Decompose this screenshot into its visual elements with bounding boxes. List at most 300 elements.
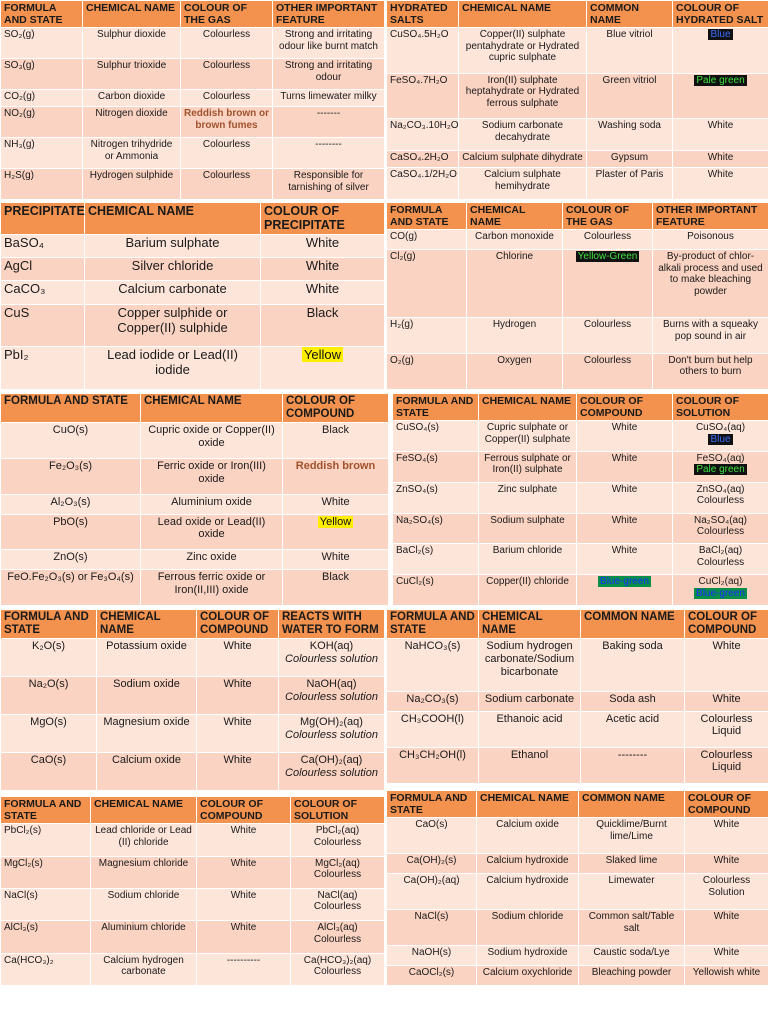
formula-cell: CO(g) [387, 230, 467, 250]
chemical-name-cell: Cupric oxide or Copper(II) oxide [141, 423, 283, 459]
solution-colour: Colourless [313, 933, 362, 945]
formula-cell: FeSO₄.7H₂O [387, 73, 459, 119]
blue-highlight-label: Blue [710, 29, 731, 41]
formula-cell: ZnSO₄(s) [393, 482, 479, 513]
chemical-name-cell: Zinc oxide [141, 550, 283, 570]
formula-cell: Fe₂O₃(s) [1, 459, 141, 495]
chemical-name-cell: Ferrous ferric oxide or Iron(II,III) oxide [141, 570, 283, 606]
solution-cell [291, 888, 385, 920]
common-name-cell: Baking soda [581, 639, 685, 691]
common-names-table-2 [386, 790, 768, 986]
colour-cell: White [685, 910, 768, 946]
colour-cell [181, 107, 273, 138]
solution-cell [291, 953, 385, 985]
col-header: CHEMICAL NAME [459, 1, 587, 28]
table-row [1, 459, 389, 495]
table-row [387, 250, 768, 318]
chemical-name-cell: Sodium sulphate [479, 513, 577, 544]
colour-cell: White [673, 168, 768, 200]
col-header: COLOUR OF THE GAS [563, 203, 653, 230]
table-header-row [1, 1, 385, 28]
chemical-name-cell: Carbon monoxide [467, 230, 563, 250]
yellow-highlight-label: Yellow [319, 515, 352, 528]
table-row [387, 691, 768, 711]
table-row [1, 423, 389, 459]
product-description: Colourless solution [285, 690, 378, 703]
chlorides-table [0, 796, 385, 986]
feature-cell: -------- [273, 138, 385, 169]
col-header: PRECIPITATE [1, 203, 85, 235]
solution-cell [291, 921, 385, 953]
colour-cell [673, 28, 768, 74]
table-row [1, 953, 385, 985]
table-row [1, 856, 385, 888]
feature-cell: Strong and irritating odour like burnt match [273, 28, 385, 59]
chemical-name-cell: Ferrous sulphate or Iron(II) sulphate [479, 451, 577, 482]
colour-cell: White [577, 482, 673, 513]
chemical-name-cell: Potassium oxide [97, 639, 197, 677]
table-row [387, 747, 768, 783]
chemical-name-cell: Ethanol [479, 747, 581, 783]
table-header-row [393, 394, 768, 421]
table-header-row [387, 791, 768, 818]
solution-colour: Colourless [696, 495, 745, 507]
formula-cell: CuSO₄(s) [393, 421, 479, 452]
reddish-brown-label: Reddish brown [295, 460, 376, 473]
formula-cell: Na₂SO₄(s) [393, 513, 479, 544]
chemical-name-cell: Copper sulphide or Copper(II) sulphide [85, 304, 261, 347]
colour-cell: White [261, 234, 385, 257]
formula-cell: ZnO(s) [1, 550, 141, 570]
yellow-green-highlight-label: Yellow-Green [577, 251, 638, 263]
colour-cell [283, 514, 389, 550]
formula-cell: K₂O(s) [1, 639, 97, 677]
col-header: FORMULA AND STATE [387, 203, 467, 230]
formula-cell: Ca(OH)₂(aq) [387, 874, 477, 910]
formula-cell: MgO(s) [1, 715, 97, 753]
reaction-cell [279, 677, 385, 715]
chemical-name-cell: Calcium oxychloride [477, 965, 579, 985]
col-header: OTHER IMPORTANT FEATURE [273, 1, 385, 28]
chemical-name-cell: Ferric oxide or Iron(III) oxide [141, 459, 283, 495]
formula-cell: NH₃(g) [1, 138, 83, 169]
table-row [1, 89, 385, 106]
table-row [1, 169, 385, 200]
formula-cell: FeSO₄(s) [393, 451, 479, 482]
col-header: FORMULA AND STATE [1, 1, 83, 28]
chemical-name-cell: Ethanoic acid [479, 711, 581, 747]
col-header: COLOUR OF COMPOUND [283, 394, 389, 423]
col-header: COMMON NAME [581, 610, 685, 639]
formula-cell: SO₂(g) [1, 28, 83, 59]
common-name-cell: Soda ash [581, 691, 685, 711]
product-formula: KOH(aq) [309, 640, 354, 653]
solution-cell [291, 856, 385, 888]
formula-cell: BaCl₂(s) [393, 544, 479, 575]
table-row [387, 818, 768, 854]
formula-cell: CuSO₄.5H₂O [387, 28, 459, 74]
col-header: HYDRATED SALTS [387, 1, 459, 28]
colour-cell: Colourless [181, 138, 273, 169]
solution-colour: Colourless [313, 836, 362, 848]
chemical-name-cell: Calcium oxide [97, 753, 197, 791]
common-name-cell: Acetic acid [581, 711, 685, 747]
product-description: Colourless solution [285, 728, 378, 741]
feature-cell: Responsible for tarnishing of silver [273, 169, 385, 200]
chemical-name-cell: Magnesium oxide [97, 715, 197, 753]
col-header: COLOUR OF HYDRATED SALT [673, 1, 768, 28]
formula-cell: H₂(g) [387, 318, 467, 354]
common-name-cell: Common salt/Table salt [579, 910, 685, 946]
table-row [387, 965, 768, 985]
table-row [1, 304, 385, 347]
chemical-name-cell: Lead iodide or Lead(II) iodide [85, 347, 261, 390]
table-row [1, 639, 385, 677]
table-row [1, 138, 385, 169]
col-header: COLOUR OF THE GAS [181, 1, 273, 28]
chemical-name-cell: Sodium hydroxide [477, 945, 579, 965]
product-description: Colourless solution [285, 766, 378, 779]
table-row [1, 715, 385, 753]
common-name-cell: Quicklime/Burnt lime/Lime [579, 818, 685, 854]
table-row [1, 550, 389, 570]
formula-cell: PbO(s) [1, 514, 141, 550]
chemical-name-cell: Calcium hydroxide [477, 874, 579, 910]
col-header: CHEMICAL NAME [479, 610, 581, 639]
col-header: REACTS WITH WATER TO FORM [279, 610, 385, 639]
chemical-name-cell: Sodium chloride [477, 910, 579, 946]
formula-cell: NO₂(g) [1, 107, 83, 138]
chemical-name-cell: Calcium sulphate dihydrate [459, 150, 587, 168]
feature-cell: Strong and irritating odour [273, 59, 385, 90]
colour-cell: White [197, 639, 279, 677]
colour-cell: White [685, 691, 768, 711]
solution-cell [673, 575, 768, 606]
formula-cell: Na₂CO₃(s) [387, 691, 479, 711]
common-name-cell: Gypsum [587, 150, 673, 168]
colour-cell: Colourless [181, 169, 273, 200]
chemical-name-cell: Barium sulphate [85, 234, 261, 257]
colour-cell: White [685, 945, 768, 965]
common-name-cell: Washing soda [587, 119, 673, 151]
formula-cell: FeO.Fe₂O₃(s) or Fe₃O₄(s) [1, 570, 141, 606]
product-formula: Mg(OH)₂(aq) [300, 716, 363, 729]
chemical-name-cell: Copper(II) chloride [479, 575, 577, 606]
formula-cell: SO₃(g) [1, 59, 83, 90]
gases-table-2 [386, 202, 768, 390]
colour-cell: White [197, 921, 291, 953]
table-row [1, 570, 389, 606]
formula-cell: CuO(s) [1, 423, 141, 459]
solution-formula: Na₂SO₄(aq) [694, 514, 747, 526]
col-header: FORMULA AND STATE [1, 797, 91, 824]
colour-cell: White [283, 494, 389, 514]
formula-cell: Na₂CO₃.10H₂O [387, 119, 459, 151]
reaction-cell [279, 715, 385, 753]
table-row [1, 888, 385, 920]
solution-formula: Ca(HCO₃)₂(aq) [303, 954, 372, 966]
solution-formula: BaCl₂(aq) [698, 545, 743, 557]
solution-formula: CuCl₂(aq) [698, 576, 743, 588]
table-row [1, 677, 385, 715]
col-header: CHEMICAL NAME [467, 203, 563, 230]
table-row [387, 639, 768, 691]
colour-cell: White [197, 715, 279, 753]
colour-cell [577, 575, 673, 606]
solution-colour: Colourless [313, 901, 362, 913]
table-header-row [387, 610, 768, 639]
gases-table-1 [0, 0, 385, 200]
colour-cell: White [685, 854, 768, 874]
table-row [1, 753, 385, 791]
colour-cell: Colourless Liquid [685, 747, 768, 783]
colour-cell: Colourless [181, 28, 273, 59]
table-row [387, 854, 768, 874]
product-formula: Ca(OH)₂(aq) [300, 754, 363, 767]
solution-formula: ZnSO₄(aq) [696, 483, 745, 495]
chemical-name-cell: Sulphur dioxide [83, 28, 181, 59]
chemical-name-cell: Sodium chloride [91, 888, 197, 920]
table-row [393, 513, 768, 544]
chemical-name-cell: Iron(II) sulphate heptahydrate or Hydrated ferrous sulphate [459, 73, 587, 119]
chemical-name-cell: Calcium hydrogen carbonate [91, 953, 197, 985]
formula-cell: H₂S(g) [1, 169, 83, 200]
col-header: COMMON NAME [579, 791, 685, 818]
chemical-name-cell: Carbon dioxide [83, 89, 181, 106]
table-header-row [1, 610, 385, 639]
solution-formula: CuSO₄(aq) [695, 422, 746, 434]
col-header: COLOUR OF COMPOUND [197, 797, 291, 824]
formula-cell: MgCl₂(s) [1, 856, 91, 888]
table-header-row [1, 203, 385, 235]
feature-cell: ------- [273, 107, 385, 138]
col-header: CHEMICAL NAME [91, 797, 197, 824]
formula-cell: CaSO₄.1/2H₂O [387, 168, 459, 200]
chemical-name-cell: Oxygen [467, 353, 563, 389]
common-name-cell: Bleaching powder [579, 965, 685, 985]
table-row [1, 59, 385, 90]
formula-cell: PbCl₂(s) [1, 824, 91, 856]
formula-cell: CH₃COOH(l) [387, 711, 479, 747]
table-row [387, 73, 768, 119]
feature-cell: Turns limewater milky [273, 89, 385, 106]
col-header: FORMULA AND STATE [387, 791, 477, 818]
colour-cell: White [577, 513, 673, 544]
solution-formula: NaCl(aq) [317, 889, 358, 901]
colour-cell: Colourless [563, 318, 653, 354]
formula-cell: PbI₂ [1, 347, 85, 390]
table-row [1, 258, 385, 281]
colour-cell: White [685, 639, 768, 691]
table-header-row [387, 203, 768, 230]
table-row [1, 494, 389, 514]
table-row [387, 910, 768, 946]
col-header: CHEMICAL NAME [85, 203, 261, 235]
product-formula: NaOH(aq) [306, 678, 357, 691]
chemical-name-cell: Calcium oxide [477, 818, 579, 854]
solution-cell [291, 824, 385, 856]
chemical-name-cell: Calcium carbonate [85, 281, 261, 304]
solution-colour: Colourless [313, 869, 362, 880]
table-row [387, 318, 768, 354]
colour-cell: White [261, 281, 385, 304]
reaction-cell [279, 753, 385, 791]
colour-cell: White [197, 824, 291, 856]
colour-cell: White [577, 451, 673, 482]
common-name-cell: Caustic soda/Lye [579, 945, 685, 965]
colour-cell: White [673, 119, 768, 151]
formula-cell: BaSO₄ [1, 234, 85, 257]
colour-cell [283, 459, 389, 495]
common-name-cell: Green vitriol [587, 73, 673, 119]
table-row [1, 107, 385, 138]
col-header: FORMULA AND STATE [1, 610, 97, 639]
solution-cell [673, 482, 768, 513]
solution-cell [673, 513, 768, 544]
solution-formula: FeSO₄(aq) [696, 452, 745, 464]
formula-cell: CH₃CH₂OH(l) [387, 747, 479, 783]
col-header: COLOUR OF COMPOUND [685, 610, 768, 639]
reaction-cell [279, 639, 385, 677]
formula-cell: CaSO₄.2H₂O [387, 150, 459, 168]
solution-formula: PbCl₂(aq) [315, 825, 360, 837]
chemical-name-cell: Aluminium oxide [141, 494, 283, 514]
table-row [1, 234, 385, 257]
solution-colour: Colourless [696, 556, 745, 568]
colour-cell: White [197, 677, 279, 715]
colour-cell: Colourless [563, 353, 653, 389]
table-row [1, 347, 385, 390]
table-row [1, 514, 389, 550]
col-header: CHEMICAL NAME [97, 610, 197, 639]
table-row [387, 119, 768, 151]
colour-cell: Black [283, 423, 389, 459]
table-row [1, 824, 385, 856]
chemical-name-cell: Nitrogen dioxide [83, 107, 181, 138]
formula-cell: CO₂(g) [1, 89, 83, 106]
col-header: COLOUR OF COMPOUND [197, 610, 279, 639]
table-row [393, 482, 768, 513]
col-header: CHEMICAL NAME [83, 1, 181, 28]
formula-cell: NaCl(s) [1, 888, 91, 920]
colour-cell: ---------- [197, 953, 291, 985]
col-header: CHEMICAL NAME [141, 394, 283, 423]
blue-green-highlight-label: Blue-green [696, 587, 745, 599]
product-description: Colourless solution [285, 653, 378, 666]
colour-cell: White [283, 550, 389, 570]
colour-cell: Yellowish white [685, 965, 768, 985]
chemical-name-cell: Lead oxide or Lead(II) oxide [141, 514, 283, 550]
sulphates-table [392, 393, 768, 606]
colour-cell: White [197, 856, 291, 888]
table-row [387, 874, 768, 910]
formula-cell: CaCO₃ [1, 281, 85, 304]
formula-cell: Ca(OH)₂(s) [387, 854, 477, 874]
oxides-table [0, 393, 389, 606]
chemical-name-cell: Barium chloride [479, 544, 577, 575]
formula-cell: Cl₂(g) [387, 250, 467, 318]
formula-cell: CuCl₂(s) [393, 575, 479, 606]
solution-colour: Colourless [696, 526, 745, 538]
col-header: OTHER IMPORTANT FEATURE [653, 203, 768, 230]
common-name-cell: Plaster of Paris [587, 168, 673, 200]
col-header: COMMON NAME [587, 1, 673, 28]
chemical-name-cell: Calcium sulphate hemihydrate [459, 168, 587, 200]
table-row [387, 150, 768, 168]
precipitates-table [0, 202, 385, 390]
feature-cell: By-product of chlor-alkali process and used to make bleaching powder [653, 250, 768, 318]
table-row [387, 945, 768, 965]
colour-cell: White [577, 421, 673, 452]
chemical-name-cell: Sodium oxide [97, 677, 197, 715]
formula-cell: NaHCO₃(s) [387, 639, 479, 691]
col-header: CHEMICAL NAME [479, 394, 577, 421]
chemical-name-cell: Sodium carbonate decahydrate [459, 119, 587, 151]
table-row [387, 168, 768, 200]
chemical-name-cell: Hydrogen [467, 318, 563, 354]
feature-cell: Don't burn but help others to burn [653, 353, 768, 389]
pale-green-highlight-label: Pale green [696, 74, 745, 86]
colour-cell: Colourless [181, 59, 273, 90]
table-row [393, 421, 768, 452]
col-header: COLOUR OF COMPOUND [685, 791, 768, 818]
chemical-name-cell: Zinc sulphate [479, 482, 577, 513]
metal-oxides-table [0, 609, 385, 791]
common-name-cell: Blue vitriol [587, 28, 673, 74]
colour-cell: White [261, 258, 385, 281]
chemical-name-cell: Lead chloride or Lead (II) chloride [91, 824, 197, 856]
table-header-row [1, 797, 385, 824]
blue-green-highlight-label: Blue-green [600, 576, 649, 588]
solution-cell [673, 421, 768, 452]
col-header: COLOUR OF SOLUTION [291, 797, 385, 824]
col-header: FORMULA AND STATE [1, 394, 141, 423]
colour-cell [261, 347, 385, 390]
colour-cell: White [197, 753, 279, 791]
colour-cell: White [197, 888, 291, 920]
colour-cell [563, 250, 653, 318]
chemical-name-cell: Cupric sulphate or Copper(II) sulphate [479, 421, 577, 452]
chemical-name-cell: Nitrogen trihydride or Ammonia [83, 138, 181, 169]
table-header-row [1, 394, 389, 423]
blue-highlight-label: Blue [710, 433, 731, 445]
hydrated-salts-table [386, 0, 768, 200]
chemical-name-cell: Aluminium chloride [91, 921, 197, 953]
table-row [1, 28, 385, 59]
colour-cell: Colourless [563, 230, 653, 250]
colour-cell: Colourless Liquid [685, 711, 768, 747]
colour-cell [673, 73, 768, 119]
solution-colour: Colourless [313, 966, 362, 978]
table-row [393, 544, 768, 575]
chemical-name-cell: Calcium hydroxide [477, 854, 579, 874]
chemical-name-cell: Chlorine [467, 250, 563, 318]
common-names-table-1 [386, 609, 768, 784]
table-row [387, 353, 768, 389]
common-name-cell: -------- [581, 747, 685, 783]
col-header: COLOUR OF PRECIPITATE [261, 203, 385, 235]
table-row [1, 281, 385, 304]
chemical-name-cell: Sulphur trioxide [83, 59, 181, 90]
table-row [387, 28, 768, 74]
formula-cell: NaCl(s) [387, 910, 477, 946]
table-row [1, 921, 385, 953]
formula-cell: Na₂O(s) [1, 677, 97, 715]
table-header-row [387, 1, 768, 28]
pale-green-highlight-label: Pale green [696, 464, 745, 476]
solution-cell [673, 544, 768, 575]
feature-cell: Poisonous [653, 230, 768, 250]
